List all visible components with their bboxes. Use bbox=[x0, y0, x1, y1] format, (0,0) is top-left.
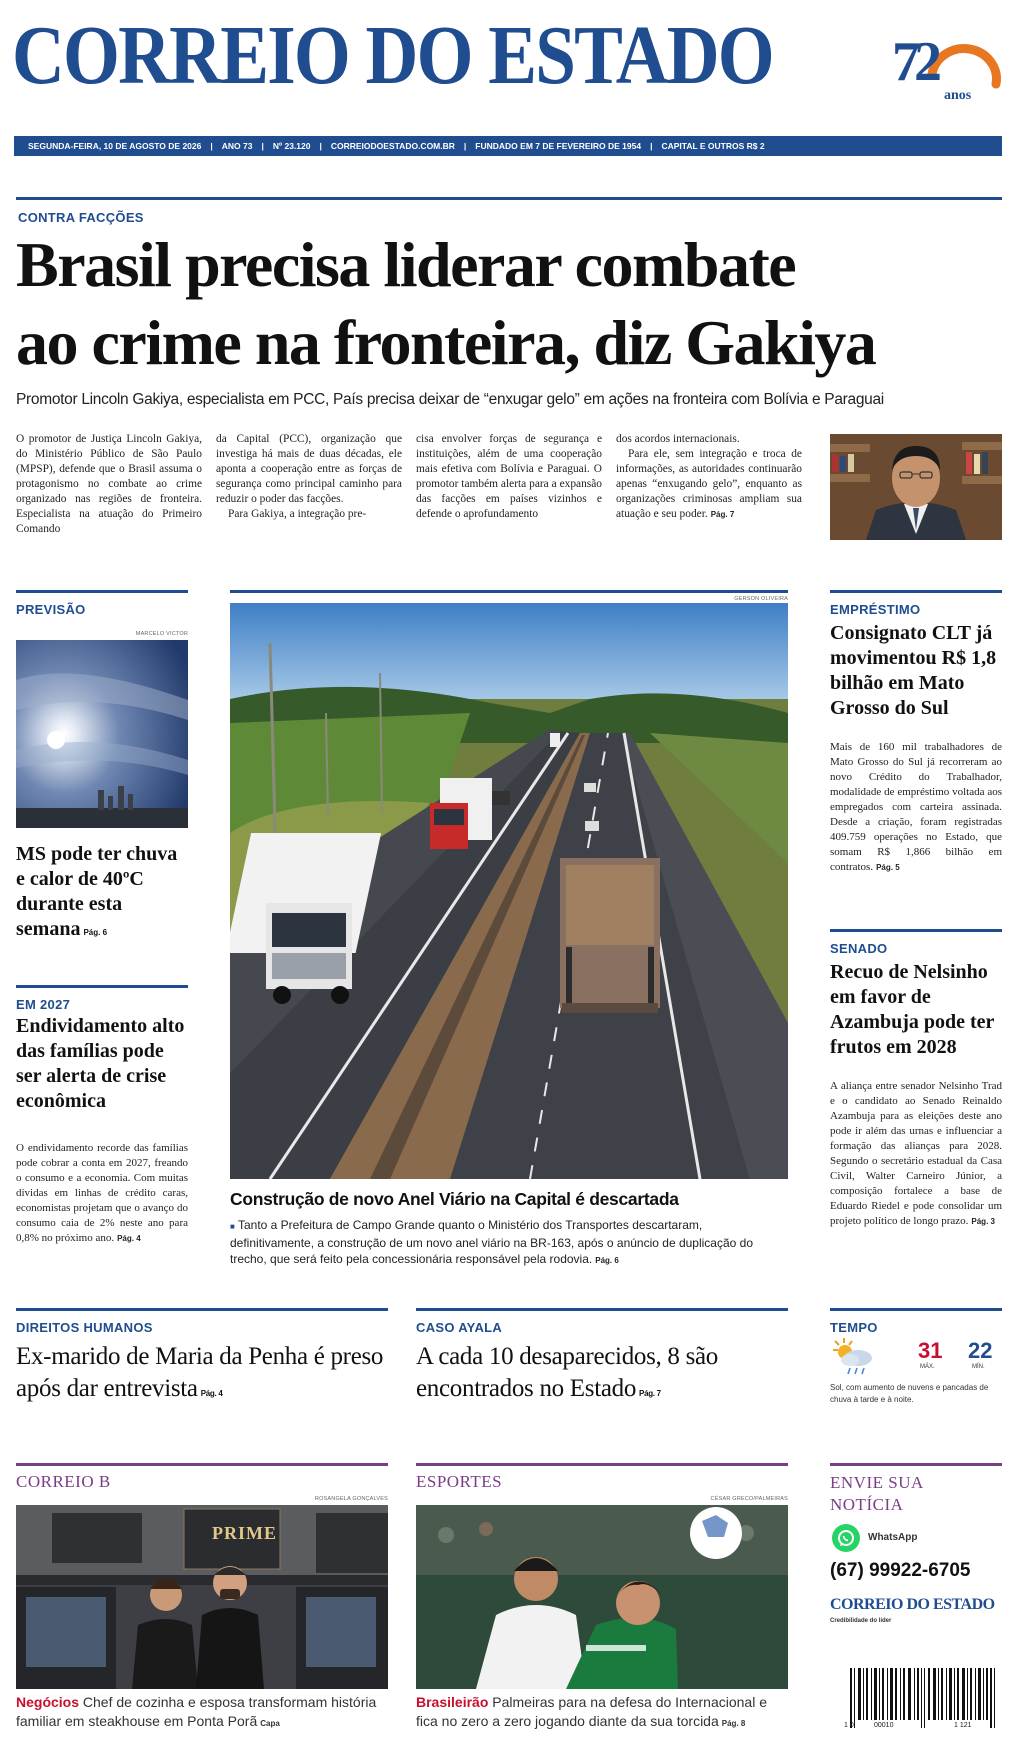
infobar-year: ANO 73 bbox=[221, 141, 253, 151]
senado-page-ref[interactable]: Pág. 3 bbox=[971, 1217, 995, 1226]
esportes-caption-text: Palmeiras para na defesa do Internacional e fica no zero a zero jogando diante da sua torcida bbox=[416, 1694, 767, 1729]
senado-kicker: SENADO bbox=[830, 941, 888, 956]
tempo-rule bbox=[830, 1308, 1002, 1311]
correio-b-caption[interactable] bbox=[16, 1693, 388, 1733]
esportes-photo[interactable] bbox=[416, 1505, 788, 1689]
em2027-body bbox=[16, 1141, 188, 1246]
barcode bbox=[844, 1668, 1002, 1740]
emprestimo-body-text: Mais de 160 mil trabalhadores de Mato Grosso do Sul já recorreram ao novo Crédito do Trabalhador, modalidade de empréstimo voltada aos empregados com carteira assinada. Desde a criação, foram registradas 409.759 operações no Estado, que somam R$ 1,866 bilhão em contratos. bbox=[830, 741, 1002, 873]
lead-headline[interactable] bbox=[16, 226, 875, 382]
em2027-headline[interactable]: Endividamento alto das famílias pode ser alerta de crise econômica bbox=[16, 1015, 185, 1112]
anniversary-logo bbox=[890, 31, 1010, 114]
senado-headline[interactable]: Recuo de Nelsinho em favor de Azambuja pode ter frutos em 2028 bbox=[830, 961, 995, 1058]
emprestimo-page-ref[interactable]: Pág. 5 bbox=[876, 863, 900, 872]
tempo-text: Sol, com aumento de nuvens e pancadas de chuva à tarde e à noite. bbox=[830, 1383, 989, 1404]
esportes-kicker: ESPORTES bbox=[416, 1472, 503, 1491]
gakiya-portrait bbox=[830, 434, 1002, 540]
lead-column-3: cisa envolver forças de segurança e instituições, além de uma cooperação mais efetiva com Bolívia e Paraguai. O promotor também alerta para a expansão das facções em países vizinhos e defende o aprofundamento bbox=[416, 433, 602, 520]
masthead-title[interactable]: CORREIO DO ESTADO bbox=[12, 9, 773, 102]
envie-rule bbox=[830, 1463, 1002, 1466]
main-photo-credit: GERSON OLIVEIRA bbox=[734, 596, 788, 602]
correio-b-credit: ROSANGELA GONÇALVES bbox=[314, 1496, 388, 1502]
emprestimo-kicker: EMPRÉSTIMO bbox=[830, 602, 921, 617]
ayala-page-ref[interactable]: Pág. 7 bbox=[639, 1389, 661, 1398]
tempo-min-label: MÍN. bbox=[972, 1364, 985, 1370]
main-photo-rule bbox=[230, 590, 788, 593]
highway-photo[interactable] bbox=[230, 603, 788, 1179]
lead-kicker: CONTRA FACÇÕES bbox=[18, 210, 144, 225]
em2027-rule bbox=[16, 985, 188, 988]
esportes-credit: CÉSAR GRECO/PALMEIRAS bbox=[710, 1496, 788, 1502]
infobar-website[interactable]: CORREIODOESTADO.COM.BR bbox=[330, 141, 455, 151]
masthead-infobar: SEGUNDA-FEIRA, 10 DE AGOSTO DE 2026 | ANO 73 | Nº 23.120 | CORREIODOESTADO.COM.BR | FUNDADO EM 7 DE FEVEREIRO DE 1954 | CAPITAL E OUTROS R$ 2 bbox=[14, 136, 1002, 156]
envie-title: ENVIE SUA NOTÍCIA bbox=[830, 1473, 923, 1514]
direitos-kicker: DIREITOS HUMANOS bbox=[16, 1320, 153, 1335]
tempo-min-value: 22 bbox=[968, 1338, 993, 1363]
barcode-icon bbox=[844, 1668, 1002, 1730]
barcode-left-digits: 1 0 bbox=[844, 1722, 854, 1729]
esportes-caption[interactable] bbox=[416, 1693, 788, 1733]
tempo-kicker: TEMPO bbox=[830, 1320, 878, 1335]
barcode-right-digits: 1 121 bbox=[954, 1722, 972, 1729]
whatsapp-icon[interactable] bbox=[832, 1524, 860, 1552]
envie-app-name: WhatsApp bbox=[868, 1532, 918, 1543]
senado-body bbox=[830, 1079, 1002, 1229]
sun-cloud-rain-icon bbox=[830, 1336, 878, 1378]
emprestimo-headline[interactable]: Consignato CLT já movimentou R$ 1,8 bilhão em Mato Grosso do Sul bbox=[830, 622, 997, 719]
previsao-credit: MARCELO VICTOR bbox=[135, 631, 188, 637]
lead-headline-line1: Brasil precisa liderar combate bbox=[16, 229, 796, 300]
em2027-kicker: EM 2027 bbox=[16, 997, 71, 1012]
correio-b-lead-word: Negócios bbox=[16, 1694, 80, 1710]
senado-body-text: A aliança entre senador Nelsinho Trad e o candidato ao Senado Reinaldo Azambuja para as eleições deste ano pode ir além das urnas e influenciar a formação das alianças para 2028. Segundo o secretário estadual da Casa Civil, Walter Carneiro Júnior, a composição fortalece a base de Eduardo Riedel e pode consolidar um projeto político de longo prazo. bbox=[830, 1080, 1002, 1227]
envie-phone[interactable]: (67) 99922-6705 bbox=[830, 1560, 971, 1581]
lead-column-1: O promotor de Justiça Lincoln Gakiya, do Ministério Público de São Paulo (MPSP), defende que o Brasil assuma o protagonismo no combate ao crime organizado nas regiões de fronteira. Especialista na atuação do Primeiro Comando bbox=[16, 433, 202, 535]
direitos-headline[interactable] bbox=[16, 1341, 388, 1410]
lead-headline-line2: ao crime na fronteira, diz Gakiya bbox=[16, 307, 876, 378]
anniversary-word: anos bbox=[944, 88, 972, 103]
correio-b-rule bbox=[16, 1463, 388, 1466]
infobar-edition: Nº 23.120 bbox=[272, 141, 311, 151]
infobar-founded: FUNDADO EM 7 DE FEVEREIRO DE 1954 bbox=[475, 141, 642, 151]
lead-column-2-b: Para Gakiya, a integração pre- bbox=[228, 508, 367, 520]
em2027-body-text: O endividamento recorde das famílias pode cobrar a conta em 2027, freando o consumo e a economia. Com muitas dívidas em linhas de crédito caras, economistas projetam que o avanço do consumo caia de 2% neste ano para 0,8% no próximo ano. bbox=[16, 1142, 188, 1244]
main-photo-caption-body: ■ Tanto a Prefeitura de Campo Grande quanto o Ministério dos Transportes descartaram, definitivamente, a construção de um novo anel viário na BR-163, após o anúncio de duplicação do trecho, que será feito pela concessionária responsável pela rodovia. Pág. 6 bbox=[230, 1218, 754, 1266]
ayala-rule bbox=[416, 1308, 788, 1311]
correio-b-caption-text: Chef de cozinha e esposa transformam história familiar em steakhouse em Ponta Porã bbox=[16, 1694, 377, 1729]
direitos-page-ref[interactable]: Pág. 4 bbox=[200, 1389, 223, 1398]
correio-b-photo[interactable] bbox=[16, 1505, 388, 1689]
direitos-headline-text: Ex-marido de Maria da Penha é preso após dar entrevista bbox=[16, 1343, 384, 1402]
esportes-page-ref[interactable]: Pág. 8 bbox=[721, 1719, 746, 1728]
correio-b-kicker: CORREIO B bbox=[16, 1472, 111, 1491]
previsao-rule bbox=[16, 590, 188, 593]
senado-rule bbox=[830, 929, 1002, 932]
main-photo-caption-headline[interactable]: Construção de novo Anel Viário na Capital é descartada bbox=[230, 1189, 679, 1209]
lead-column-4 bbox=[616, 432, 802, 522]
correio-b-page-ref[interactable]: Capa bbox=[260, 1719, 280, 1728]
lead-subhead: Promotor Lincoln Gakiya, especialista em PCC, País precisa deixar de “enxugar gelo” em ações na fronteira com Bolívia e Paraguai bbox=[16, 391, 884, 408]
lead-column-4-a: dos acordos internacionais. bbox=[616, 433, 740, 445]
lead-rule bbox=[16, 197, 1002, 200]
previsao-headline-text: MS pode ter chuva e calor de 40ºC durante esta semana bbox=[16, 843, 178, 940]
em2027-page-ref[interactable]: Pág. 4 bbox=[117, 1234, 141, 1243]
direitos-rule bbox=[16, 1308, 388, 1311]
emprestimo-rule bbox=[830, 590, 1002, 593]
previsao-page-ref[interactable]: Pág. 6 bbox=[83, 928, 108, 937]
esportes-lead-word: Brasileirão bbox=[416, 1694, 489, 1710]
previsao-sky-photo bbox=[16, 640, 188, 828]
tempo-max-label: MÁX. bbox=[920, 1364, 935, 1370]
ayala-headline-text: A cada 10 desaparecidos, 8 são encontrados no Estado bbox=[416, 1343, 718, 1402]
correio-b-sign: PRIME bbox=[212, 1523, 277, 1543]
lead-page-ref[interactable]: Pág. 7 bbox=[710, 510, 735, 519]
ayala-headline[interactable] bbox=[416, 1341, 788, 1410]
emprestimo-body bbox=[830, 740, 1002, 875]
lead-column-2-a: da Capital (PCC), organização que investiga há mais de duas décadas, ele aponta a cooperação entre as forças de segurança como principal caminho para reduzir o poder das facções. bbox=[216, 433, 402, 505]
previsao-kicker: PREVISÃO bbox=[16, 602, 86, 617]
barcode-mid-digits: 00010 bbox=[874, 1722, 894, 1729]
main-photo-caption-text: Tanto a Prefeitura de Campo Grande quanto o Ministério dos Transportes descartaram, definitivamente, a construção de um novo anel viário na BR-163, após o anúncio de duplicação do trecho, que será feito pela concessionária responsável pela rodovia. bbox=[230, 1218, 754, 1266]
envie-tagline: Credibilidade do líder bbox=[830, 1618, 892, 1624]
infobar-price: CAPITAL E OUTROS R$ 2 bbox=[661, 141, 765, 151]
esportes-rule bbox=[416, 1463, 788, 1466]
main-photo-page-ref[interactable]: Pág. 6 bbox=[595, 1256, 619, 1265]
anniversary-number: 72 bbox=[892, 31, 936, 93]
previsao-headline[interactable] bbox=[16, 842, 188, 945]
envie-logo: CORREIO DO ESTADO bbox=[830, 1596, 995, 1613]
lead-column-4-b: Para ele, sem integração e troca de informações, as autoridades continuarão apenas “enxugando gelo”, enquanto as organizações criminosas ampliam sua atuação e seu poder. bbox=[616, 448, 802, 520]
infobar-date: SEGUNDA-FEIRA, 10 DE AGOSTO DE 2026 bbox=[28, 141, 202, 151]
tempo-max-value: 31 bbox=[918, 1338, 943, 1363]
lead-column-2 bbox=[216, 432, 402, 522]
ayala-kicker: CASO AYALA bbox=[416, 1320, 503, 1335]
